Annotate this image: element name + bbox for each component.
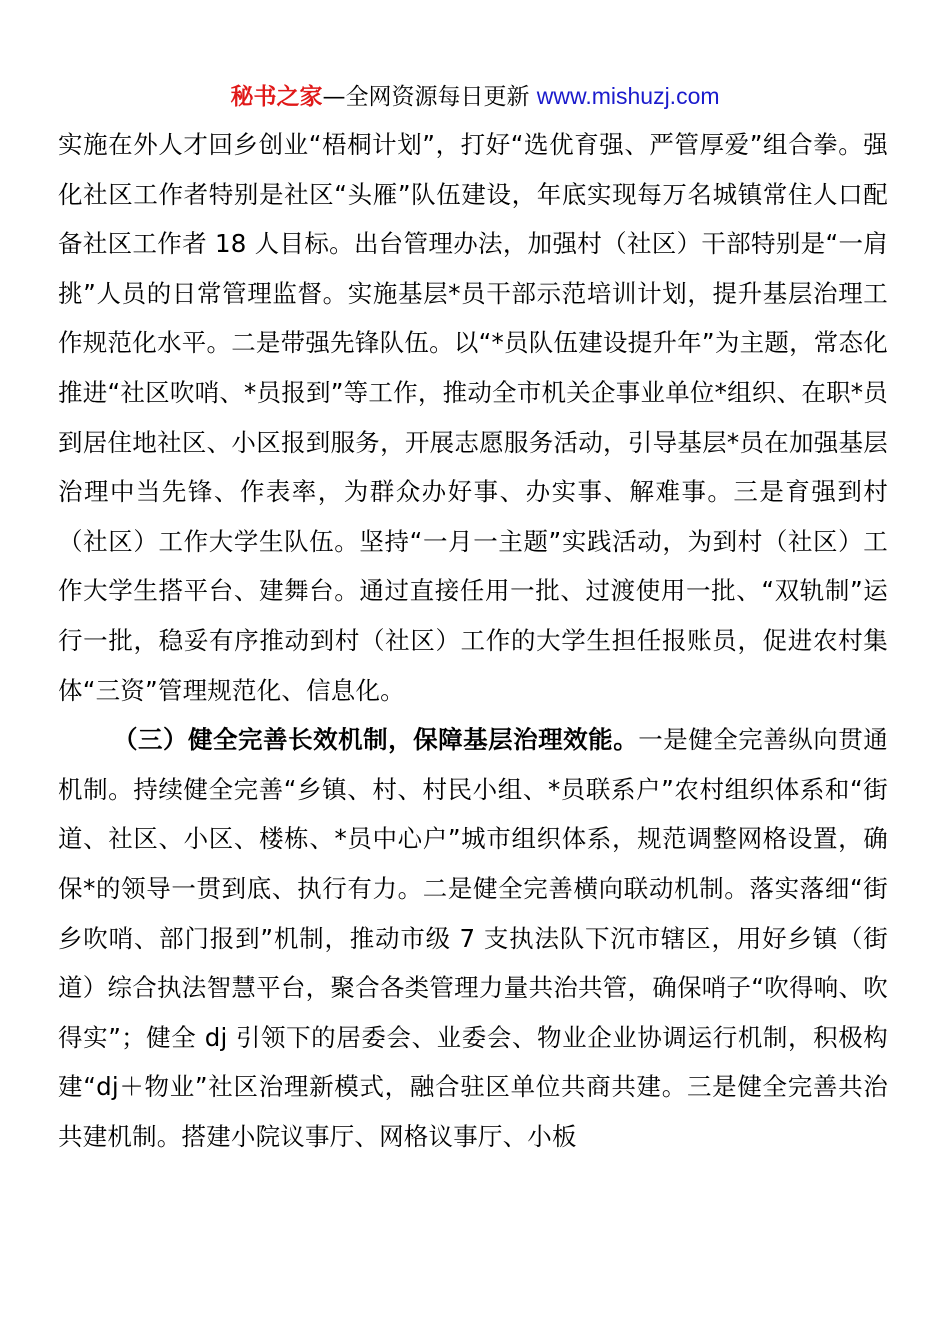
- brand-name: 秘书之家: [230, 84, 323, 110]
- site-url: www.mishuzj.com: [536, 83, 720, 109]
- paragraph-2-body: 一是健全完善纵向贯通机制。持续健全完善“乡镇、村、村民小组、*员联系户”农村组织体系和“街道、社区、小区、楼栋、*员中心户”城市组织体系，规范调整网格设置，确保*的领导一贯到底、执行有力。二是健全完善横向联动机制。落实落细“街乡吹哨、部门报到”机制，推动市级 7 支执法队下沉市辖区，用好乡镇（街道）综合执法智慧平台，聚合各类管理力量共治共管，确保哨子“吹得响、吹得实”；健全 dj 引领下的居委会、业委会、物业企业协调运行机制，积极构建“dj＋物业”社区治理新模式，融合驻区单位共商共建。三是健全完善共治共建机制。搭建小院议事厅、网格议事厅、小板: [58, 725, 889, 1151]
- header-tagline: —全网资源每日更新: [322, 84, 537, 110]
- section-heading: （三）健全完善长效机制，保障基层治理效能。: [113, 725, 639, 755]
- paragraph-2: [58, 715, 888, 1161]
- paragraph-1: 实施在外人才回乡创业“梧桐计划”，打好“选优育强、严管厚爱”组合拳。强化社区工作者特别是社区“头雁”队伍建设，年底实现每万名城镇常住人口配备社区工作者 18 人目标。出台管理办法，加强村（社区）干部特别是“一肩挑”人员的日常管理监督。实施基层*员干部示范培训计划，提升基层治理工作规范化水平。二是带强先锋队伍。以“*员队伍建设提升年”为主题，常态化推进“社区吹哨、*员报到”等工作，推动全市机关企事业单位*组织、在职*员到居住地社区、小区报到服务，开展志愿服务活动，引导基层*员在加强基层治理中当先锋、作表率，为群众办好事、办实事、解难事。三是育强到村（社区）工作大学生队伍。坚持“一月一主题”实践活动，为到村（社区）工作大学生搭平台、建舞台。通过直接任用一批、过渡使用一批、“双轨制”运行一批，稳妥有序推动到村（社区）工作的大学生担任报账员，促进农村集体“三资”管理规范化、信息化。: [58, 130, 888, 705]
- site-header: [0, 80, 950, 113]
- document-body: [58, 120, 888, 1161]
